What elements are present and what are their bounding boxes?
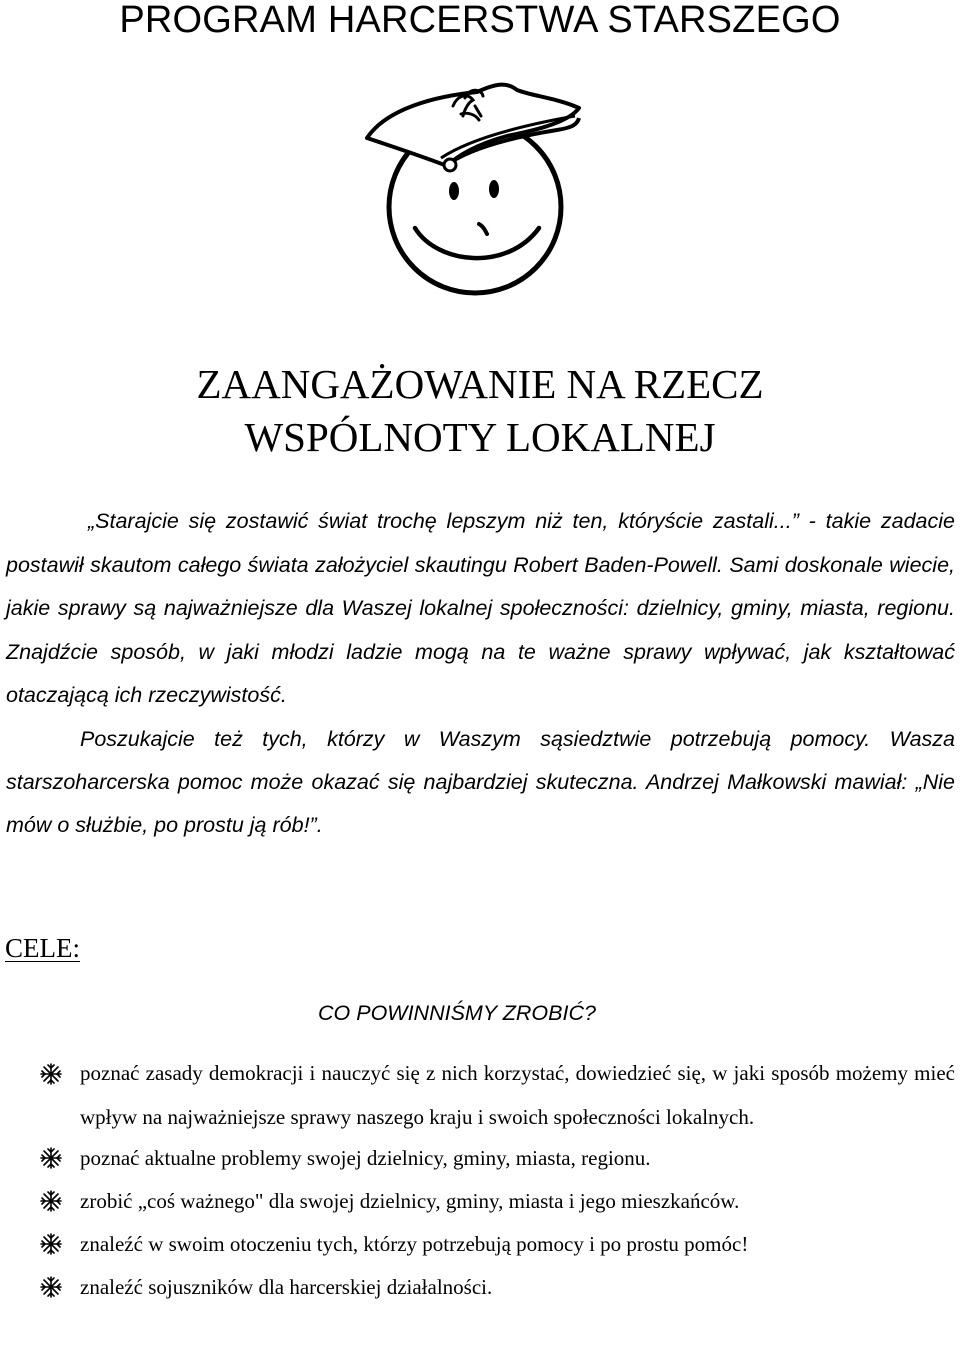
intro-paragraph-1: „Starajcie się zostawić świat trochę lepszym niż ten, któryście zastali...” - takie zadacie postawił skautom całego świata założyciel skautingu Robert Baden-Powell. Sami doskonale wiecie, jakie sprawy są najważniejsze dla Waszej lokalnej społeczności: dzielnicy, gminy, miasta, regionu. Znajdźcie sposób, w jaki młodzi ladzie mogą na te ważne sprawy wpływać, jak kształtować otaczającą ich rzeczywistość. xyxy=(6,509,955,707)
list-item xyxy=(0,1272,955,1302)
snowflake-asterisk-icon xyxy=(40,1276,62,1298)
goal-text: poznać aktualne problemy swojej dzielnicy, gminy, miasta, regionu. xyxy=(80,1146,651,1170)
goal-text: znaleźć w swoim otoczeniu tych, którzy potrzebują pomocy i po prostu pomóc! xyxy=(80,1232,749,1256)
goals-subheading: CO POWINNIŚMY ZROBIĆ? xyxy=(318,1001,596,1025)
list-item xyxy=(0,1186,955,1216)
section-title-line-2: WSPÓLNOTY LOKALNEJ xyxy=(244,414,716,460)
page-title: PROGRAM HARCERSTWA STARSZEGO xyxy=(119,0,841,41)
smiling-scout-face-icon xyxy=(357,78,582,300)
list-item xyxy=(0,1229,955,1259)
snowflake-asterisk-icon xyxy=(40,1147,62,1169)
goals-heading: CELE: xyxy=(5,933,80,963)
snowflake-asterisk-icon xyxy=(40,1063,62,1085)
goal-text: zrobić „coś ważnego" dla swojej dzielnicy, gminy, miasta i jego mieszkańców. xyxy=(80,1189,740,1213)
snowflake-asterisk-icon xyxy=(40,1190,62,1212)
section-title-line-1: ZAANGAŻOWANIE NA RZECZ xyxy=(196,361,764,407)
goal-text: poznać zasady demokracji i nauczyć się z nich korzystać, dowiedzieć się, w jaki sposób możemy mieć wpływ na najważniejsze sprawy naszego kraju i swoich społeczności lokalnych. xyxy=(80,1061,955,1129)
section-title xyxy=(0,358,960,464)
goals-list xyxy=(0,1052,960,1302)
snowflake-asterisk-icon xyxy=(40,1233,62,1255)
list-item xyxy=(0,1052,955,1139)
goal-text: znaleźć sojuszników dla harcerskiej działalności. xyxy=(80,1275,493,1299)
intro-text xyxy=(6,500,955,847)
intro-paragraph-2: Poszukajcie też tych, którzy w Waszym sąsiedztwie potrzebują pomocy. Wasza starszoharcerska pomoc może okazać się najbardziej skuteczna. Andrzej Małkowski mawiał: „Nie mów o służbie, po prostu ją rób!”. xyxy=(6,726,955,837)
list-item xyxy=(0,1143,955,1173)
